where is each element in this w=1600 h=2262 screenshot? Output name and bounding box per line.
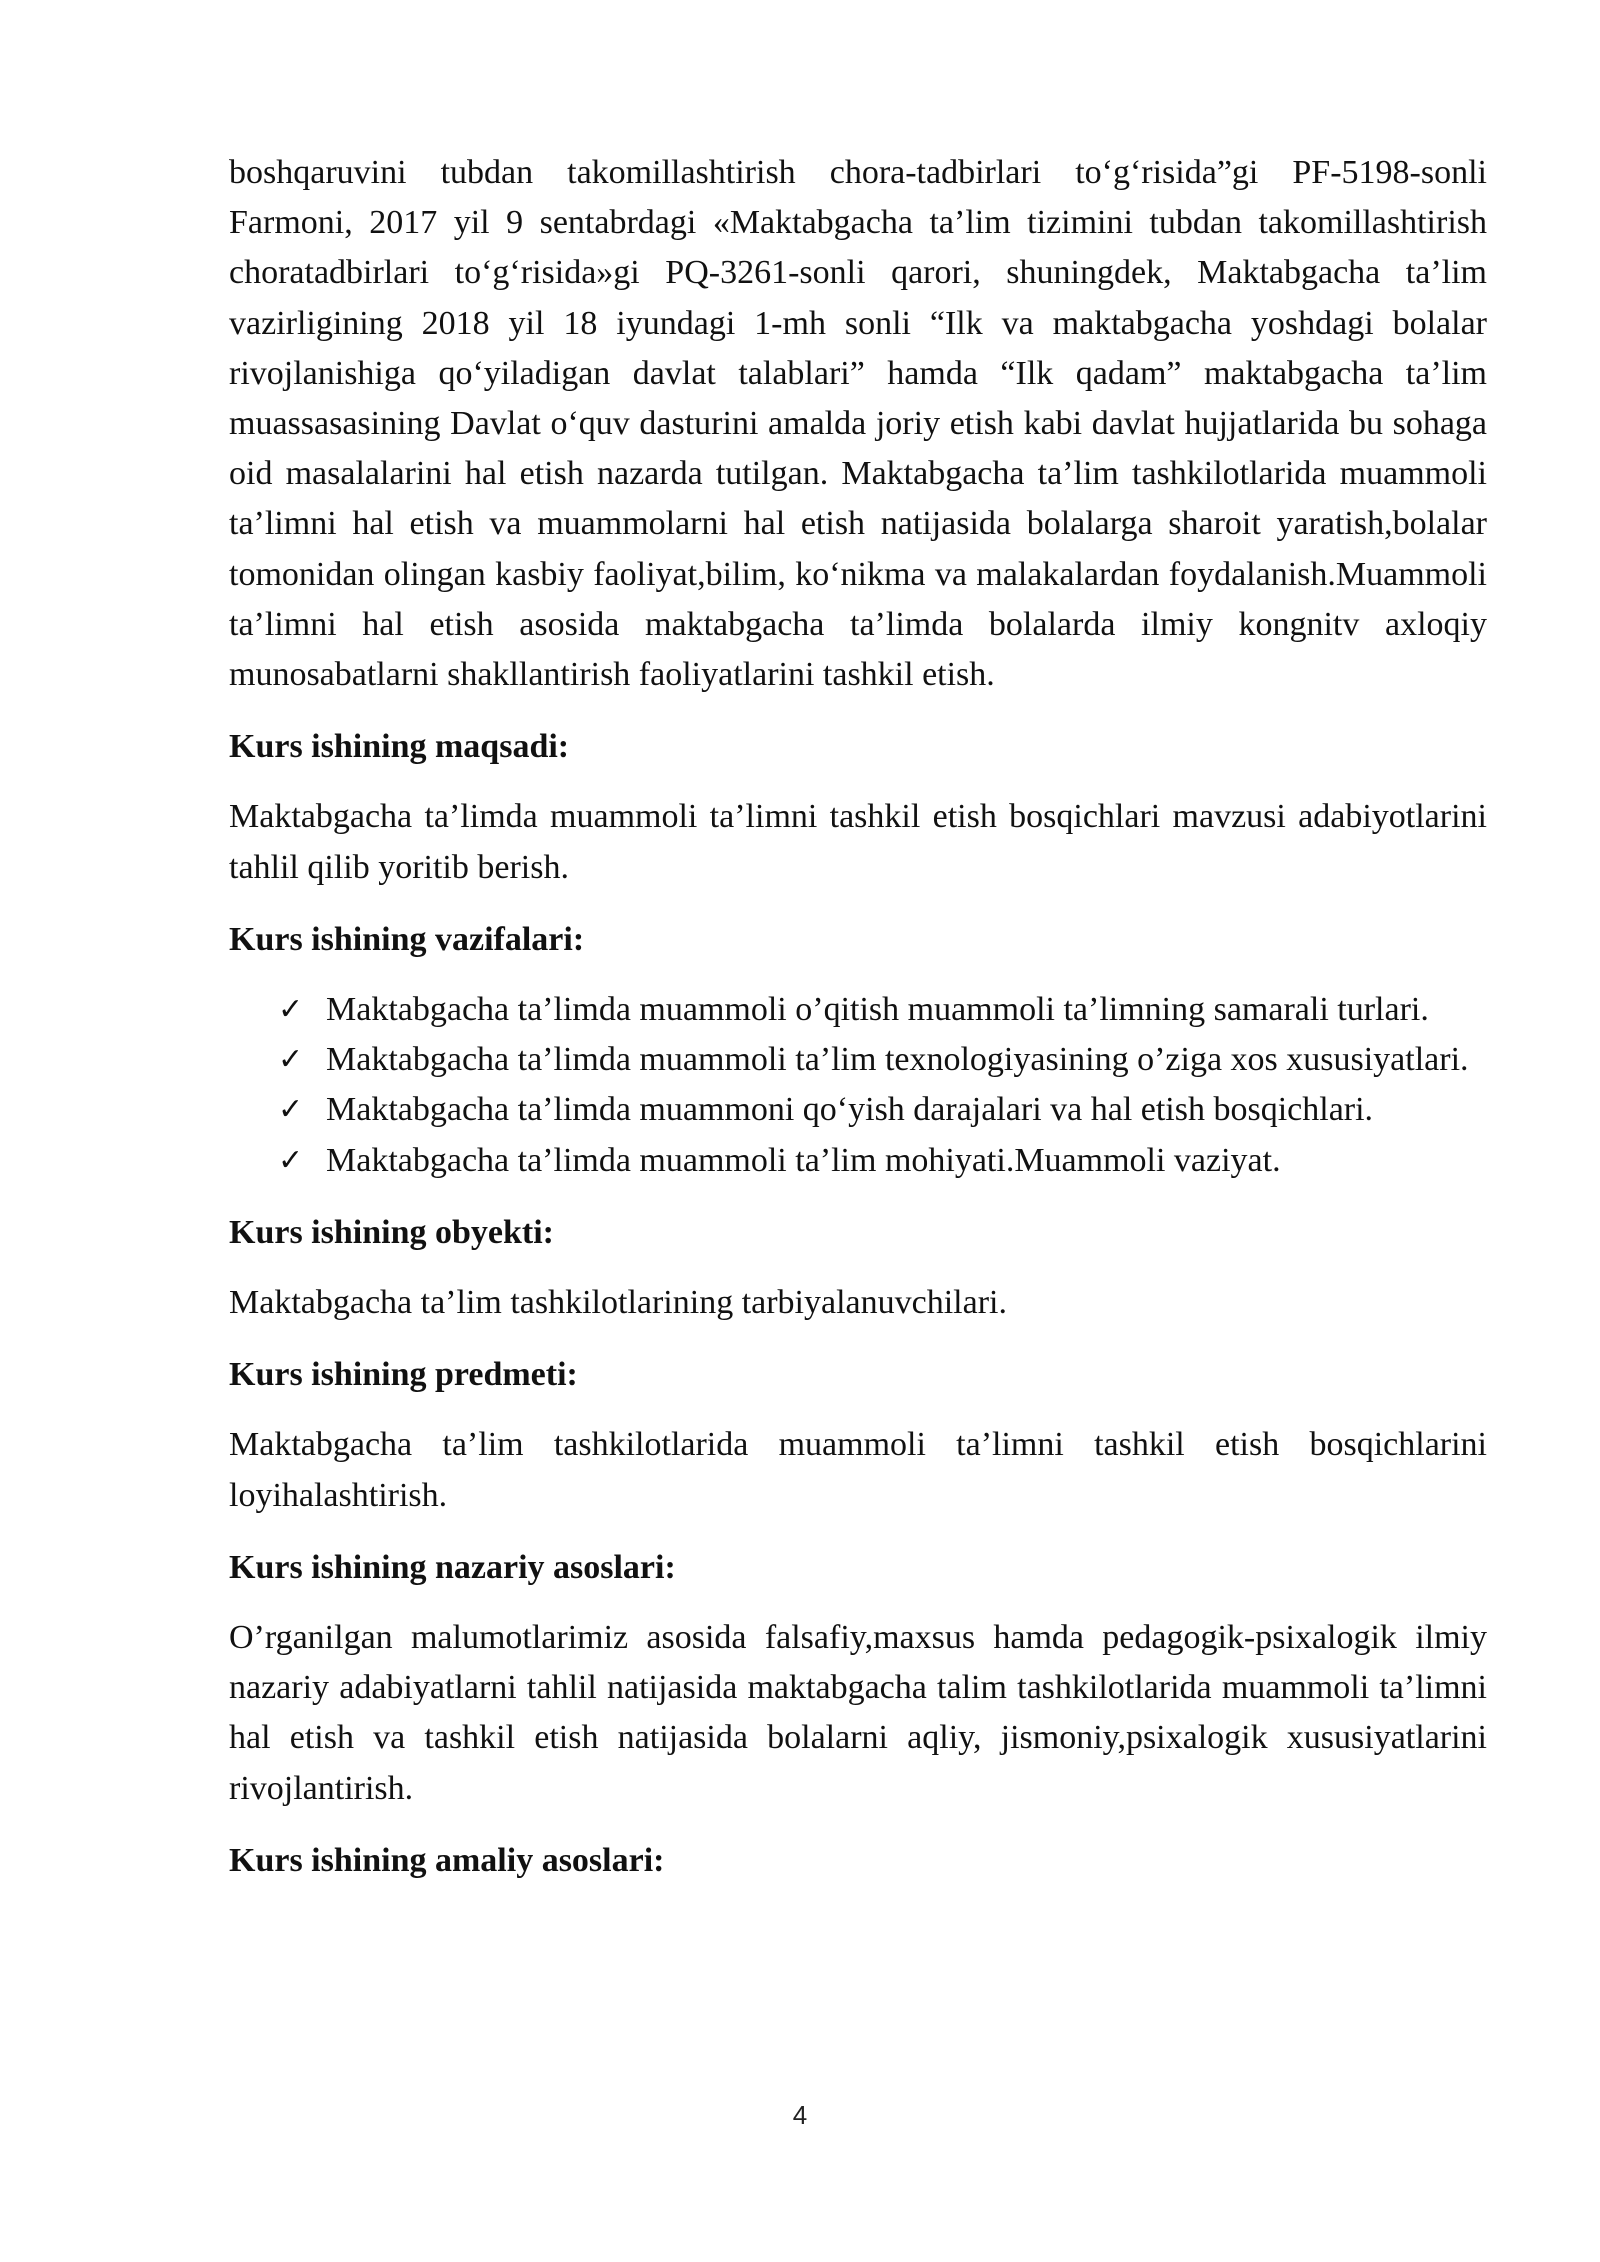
checkmark-icon: ✓ (278, 1142, 304, 1178)
heading-obyekti: Kurs ishining obyekti: (229, 1213, 554, 1251)
text-nazariy: O’rganilgan malumotlarimiz asosida falsafiy,maxsus hamda pedagogik-psixalogik ilmiy nazariy adabiyatlarni tahlil natijasida maktabgacha talim tashkilotlarida muammoli ta’limni hal etish va tashkil etish natijasida bolalarni aqliy, jismoniy,psixalogik xususiyatlarini rivojlantirish. (229, 1619, 1487, 1807)
page-number: 4 (792, 2100, 808, 2130)
heading-vazifalari: Kurs ishining vazifalari: (229, 920, 585, 958)
checkmark-icon: ✓ (278, 1042, 304, 1078)
intro-paragraph: boshqaruvini tubdan takomillashtirish chora-tadbirlari to‘g‘risida”gi PF-5198-sonli Farmoni, 2017 yil 9 sentabrdagi «Maktabgacha ta’lim tizimini tubdan takomillashtirish choratadbirlari to‘g‘risida»gi PQ-3261-sonli qarori, shuningdek, Maktabgacha ta’lim vazirligining 2018 yil 18 iyundagi 1-mh sonli “Ilk va maktabgacha yoshdagi bolalar rivojlanishiga qo‘yiladigan davlat talablari” hamda “Ilk qadam” maktabgacha ta’lim muassasasining Davlat o‘quv dasturini amalda joriy etish kabi davlat hujjatlarida bu sohaga oid masalalarini hal etish nazarda tutilgan. Maktabgacha ta’lim tashkilotlarida muammoli ta’limni hal etish va muammolarni hal etish natijasida bolalarga sharoit yaratish,bolalar tomonidan olingan kasbiy faoliyat,bilim, ko‘nikma va malakalardan foydalanish.Muammoli ta’limni hal etish asosida maktabgacha ta’limda bolalarda ilmiy kongnitv axloqiy munosabatlarni shakllantirish faoliyatlarini tashkil etish. (229, 154, 1487, 694)
list-item (229, 1035, 1487, 1085)
list-item-text: Maktabgacha ta’limda muammoni qo‘yish darajalari va hal etish bosqichlari. (326, 1091, 1374, 1129)
document-page (229, 148, 1487, 1906)
list-item (229, 1085, 1487, 1135)
list-item (229, 1136, 1487, 1186)
heading-nazariy: Kurs ishining nazariy asoslari: (229, 1548, 676, 1586)
list-item-text: Maktabgacha ta’limda muammoli ta’lim mohiyati.Muammoli vaziyat. (326, 1141, 1281, 1179)
task-list (229, 985, 1487, 1186)
list-item (229, 985, 1487, 1035)
heading-maqsadi: Kurs ishining maqsadi: (229, 728, 570, 766)
heading-predmeti: Kurs ishining predmeti: (229, 1356, 578, 1394)
text-predmeti: Maktabgacha ta’lim tashkilotlarida muammoli ta’limni tashkil etish bosqichlarini loyihalashtirish. (229, 1426, 1487, 1514)
list-item-text: Maktabgacha ta’limda muammoli ta’lim texnologiyasining o’ziga xos xususiyatlari. (326, 1041, 1469, 1079)
checkmark-icon: ✓ (278, 1092, 304, 1128)
checkmark-icon: ✓ (278, 992, 304, 1028)
list-item-text: Maktabgacha ta’limda muammoli o’qitish muammoli ta’limning samarali turlari. (326, 991, 1429, 1029)
text-maqsadi: Maktabgacha ta’limda muammoli ta’limni tashkil etish bosqichlari mavzusi adabiyotlarini tahlil qilib yoritib berish. (229, 798, 1487, 886)
text-obyekti: Maktabgacha ta’lim tashkilotlarining tarbiyalanuvchilari. (229, 1284, 1007, 1322)
heading-amaliy: Kurs ishining amaliy asoslari: (229, 1841, 665, 1879)
